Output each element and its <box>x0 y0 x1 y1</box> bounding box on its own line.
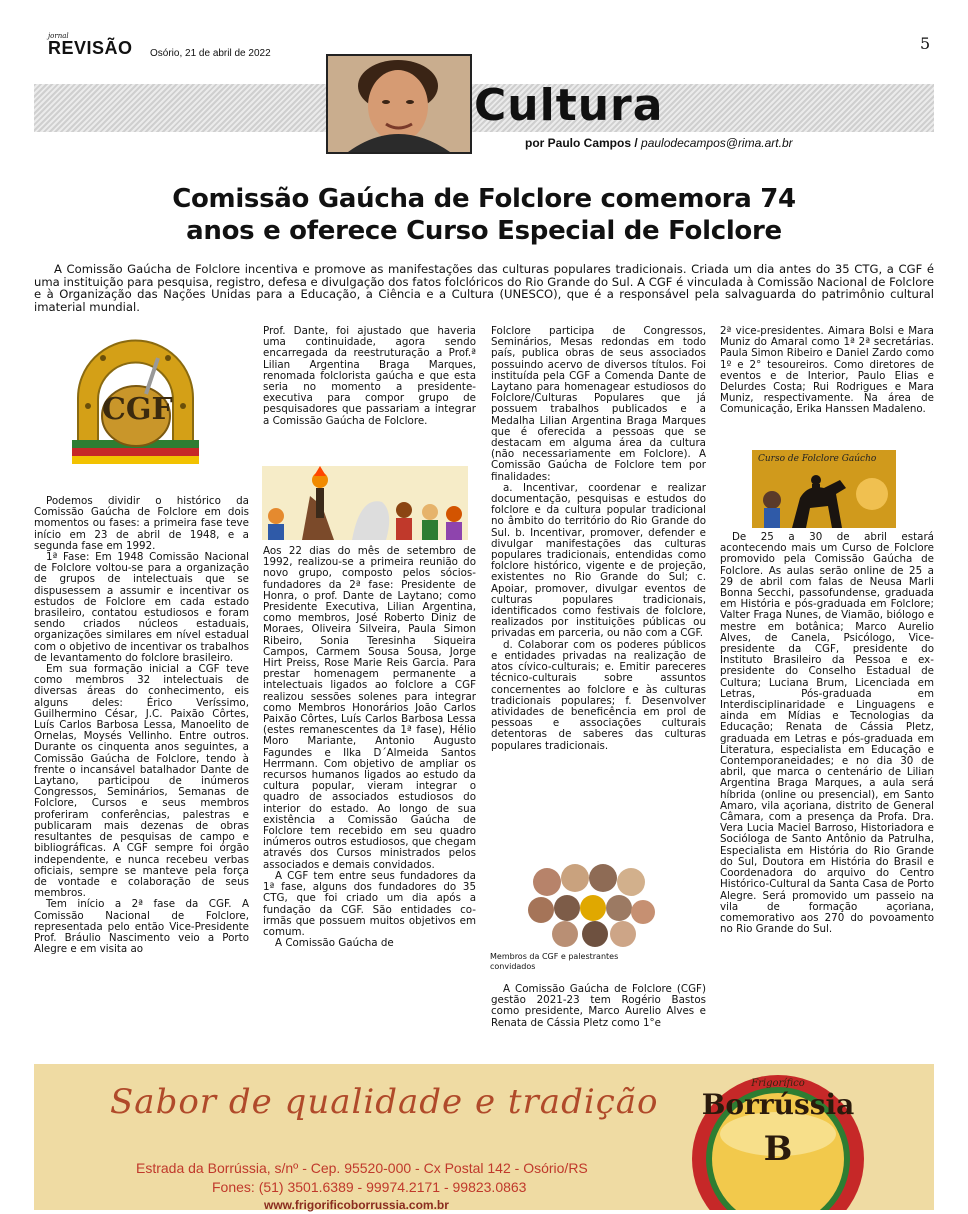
section-title: Cultura <box>474 80 664 131</box>
borrussia-badge-icon <box>690 1064 865 1210</box>
column-1-paragraph: Podemos dividir o histórico da Comissão Gaúcha de Folclore em dois momentos ou fases: a primeira fase teve início em 23 de abril de 1948, e a segunda fase em 1992. <box>34 495 249 552</box>
column-1-paragraph: Tem início a 2ª fase da CGF. A Comissão Nacional de Folclore, representada pelo então Vice-Presidente Prof. Bráulio Nascimento veio a Porto Alegre e em visita ao <box>34 898 249 956</box>
folklore-cartoon-image <box>262 466 468 540</box>
column-2-bottom <box>263 546 476 949</box>
column-1-paragraph: Em sua formação inicial a CGF teve como membros 32 intelectuais de diversas áreas do conhecimento, eis alguns deles: Érico Veríssimo, Guilhermino César, J.C. Paixão Côrtes, Luís Carlos Barbosa Lessa, Manoelito de Ornelas, Moysés Vellinho. Entre outros. Durante os cinquenta anos seguintes, a Comissão Gaúcha de Folclore, tendo à frente o incansável batalhador Dante de Laytano, participou de inúmeros Congressos, Seminários, Semanas de Folclore, Cursos e seus membros proferiram conferências, palestras e publicaram mais dezenas de obras resultantes de pesquisas de campo e bibliográficas. A CGF sempre foi órgão independente, e nunca recebeu verbas oficiais, sempre se manteve pela força de vontade e colaboração de seus membros. <box>34 663 249 900</box>
paper-name: REVISÃO <box>48 38 133 58</box>
headline-line-1: Comissão Gaúcha de Folclore comemora 74 <box>172 184 796 214</box>
ad-brand-name: Borrússia <box>701 1088 855 1121</box>
ad-url[interactable]: www.frigorificoborrussia.com.br <box>264 1198 449 1212</box>
column-1 <box>34 496 249 955</box>
ad-brand-small: Frigorífico <box>751 1078 805 1089</box>
column-2-top <box>263 326 476 427</box>
column-1-paragraph: 1ª Fase: Em 1948 Comissão Nacional de Folclore voltou-se para a organização de grupos de intelectuais que se dispusessem a assumir e incentivar os estudos de Folclore em cada estado brasileiro, contatou estudiosos e foram sendo criados núcleos estaduais, organizações similares em nível estadual com o objetivo de incentivar os trabalhos de levantamento do folclore brasileiro. <box>34 551 249 664</box>
column-3-top <box>491 326 706 752</box>
ad-address: Estrada da Borrússia, s/nº - Cep. 95520-000 - Cx Postal 142 - Osório/RS <box>136 1160 588 1176</box>
borrussia-logo <box>690 1064 865 1210</box>
members-faces-icon <box>525 862 657 948</box>
column-3-bottom <box>491 984 706 1029</box>
article-lead: A Comissão Gaúcha de Folclore incentiva e promove as manifestações das culturas populares tradicionais. Criada um dia antes do 35 CTG, a CGF é uma instituição para pesquisa, registro, defesa e divulgação dos fatos folclóricos do Rio Grande do Sul. A CGF é vinculada à Comissão Nacional de Folclore e à Organização das Nações Unidas para a Educação, a Ciência e a Cultura (UNESCO), que é a responsável pela salvaguarda do patrimônio cultural imaterial mundial. <box>34 262 934 314</box>
column-4-top <box>720 326 934 416</box>
ad-brand-letter: B <box>763 1129 793 1169</box>
members-photo-collage <box>525 862 657 948</box>
ad-phones: Fones: (51) 3501.6389 - 99974.2171 - 99823.0863 <box>212 1179 527 1195</box>
column-3-paragraph: A Comissão Gaúcha de Folclore (CGF) gestão 2021-23 tem Rogério Bastos como presidente, Marco Aurelio Alves e Renata de Cássia Pletz como 1°e <box>491 983 706 1029</box>
photo-caption: Membros da CGF e palestrantes convidados <box>490 952 619 971</box>
column-4-bottom <box>720 532 934 935</box>
column-2-paragraph: Aos 22 dias do mês de setembro de 1992, realizou-se a primeira reunião do novo grupo, composto pelos sócios-fundadores da 2ª fase: Presidente de Honra, o prof. Dante de Laytano; como Presidente Executiva, Lilian Argentina, como membros, José Roberto Diniz de Moraes, Oliveira Silveira, Paula Simon Ribeiro, Sonia Teresinha Siqueira Campos, Carmem Sousa Sousa, Jorge Hirt Preiss, Rose Marie Reis Garcia. Para prestar homenagem permanente a intelectuais ligados ao folclore a CGF realizou sessões solenes para integrar como Membros Honorários João Carlos Paixão Côrtes, Luís Carlos Barbosa Lessa (estes remanescentes da 1ª fase), Hélio Moro Mariante, Antonio Augusto Fagundes e Ilka D´Almeida Santos Herrmann. Com objetivo de ampliar os recursos humanos ligados ao estudo da cultura popular, vieram integrar o quadro de associados estudiosos do interior do estado. Ao longo de sua existência a Comissão Gaúcha de Folclore tem recebido em seu quadro inúmeros outros estudiosos, que chegam através dos Cursos ministrados pelos associados e demais convidados. <box>263 545 476 871</box>
cgf-logo <box>58 328 213 478</box>
byline <box>525 136 793 150</box>
column-4-paragraph: De 25 a 30 de abril estará acontecendo mais um Curso de Folclore promovido pela Comissão Gaúcha de Folclore. As aulas serão online de 25 a 29 de abril com falas de Neusa Marli Bonna Secchi, passofundense, graduada em História e pós-graduada em Folclore; Valter Fraga Nunes, de Viamão, biólogo e mestre em botânica; Marco Aurelio Alves, de Canela, Psicólogo, Vice-presidente da CGF, presidente do Instituto Brasileiro da Pessoa e ex-presidente do Conselho Estadual de Cultura; Luciana Brum, Licenciada em Letras, Pós-graduada em Interdisciplinaridade e Linguagens e ainda em Mídias e Tecnologias da Educação; Renata de Cássia Pletz, graduada em Letras e pós-graduada em Literatura, especialista em Educação e Contemporaneidades; e no dia 30 de abril, que marca o centenário de Lilian Argentina Braga Marques, a aula será híbrida (online ou presencial), em Santo Amaro, vila açoriana, distrito de General Câmara, com a presença da Profa. Dra. Vera Lucia Maciel Barroso, Historiadora e Socióloga de Santo Antônio da Patrulha, Especialista em História do Rio Grande do Sul, Doutora em História do Brasil e Coordenadora do arquivo do Centro Histórico-Cultural da Santa Casa de Porto Alegre. Será promovido um passeio na vila de formação açoriana, comemorativo aos 270 do povoamento no Rio Grande do Sul. <box>720 531 934 936</box>
paper-prefix: jornal <box>48 32 69 40</box>
column-3-paragraph: a. Incentivar, coordenar e realizar documentação, pesquisas e estudos do folclore e da cultura popular tradicional no âmbito do território do Rio Grande do Sul. b. Incentivar, promover, defender e divulgar manifestações das culturas populares tradicionais, entendidas como folclore histórico, vigente e de projeção, existentes no Rio Grande do Sul; c. Apoiar, promover, divulgar eventos de culturas populares tradicionais, identificados como festivais de folclore, realizados por instituições públicas ou privadas em parceria, ou não com a CGF. <box>491 481 706 640</box>
article-headline <box>60 183 908 247</box>
author-photo <box>326 54 472 154</box>
column-2-paragraph: A CGF tem entre seus fundadores da 1ª fase, alguns dos fundadores do 35 CTG, que foi criado um dia após a fundação da CGF. São entidades co-irmãs que possuem muitos objetivos em comum. <box>263 869 476 938</box>
column-3-paragraph: d. Colaborar com os poderes públicos e entidades privadas na realização de atos cívico-culturais; e. Emitir pareceres técnico-culturais sobre assuntos concernentes ao folclore e às culturas tradicionais populares; f. Desenvolver atividades de beneficência em prol de pessoas e associações culturais detentoras de saberes das culturas populares tradicionais. <box>491 638 706 752</box>
column-4-paragraph: 2ª vice-presidentes. Aimara Bolsi e Mara Muniz do Amaral como 1ª 2ª secretárias. Paula Simon Ribeiro e Daniel Zardo como 1º e 2° tesoureiros. Como diretores de eventos e de Interior, Paulo Elias e Delurdes Costa; Rui Rodrigues e Mara Muniz, respectivamente. Na área de Comunicação, Erika Hanssen Madaleno. <box>720 325 934 416</box>
headline-line-2: anos e oferece Curso Especial de Folclore <box>186 216 782 246</box>
column-3-paragraph: Folclore participa de Congressos, Seminários, Mesas redondas em todo país, publica obras de seus associados possuindo acervo de diversos títulos. Foi instituída pela CGF a Comenda Dante de Laytano para homenagear estudiosos do Folclore/Culturas Populares que já possuem trabalhos publicados e a Medalha Lilian Argentina Braga Marques que é oferecida a pessoas que se destacam em alguma área da cultura (não necessariamente em Folclore). A Comissão Gaúcha de Folclore tem por finalidades: <box>491 325 706 483</box>
page-number: 5 <box>920 34 931 53</box>
ad-slogan: Sabor de qualidade e tradição <box>110 1082 659 1122</box>
course-image-title: Curso de Folclore Gaúcho <box>758 454 877 464</box>
column-2-paragraph: Prof. Dante, foi ajustado que haveria uma continuidade, agora sendo encarregada da reestruturação a Prof.ª Lilian Argentina Braga Marques, renomada folclorista gaúcha e que esta seria no momento a presidente-executiva para compor grupo de pesquisadores que passariam a integrar a Comissão Gaúcha de Folclore. <box>263 325 476 427</box>
author-name: por Paulo Campos / <box>525 136 638 150</box>
column-2-paragraph: A Comissão Gaúcha de <box>275 937 394 950</box>
folklore-characters-icon <box>262 466 468 540</box>
issue-date: Osório, 21 de abril de 2022 <box>150 48 271 59</box>
author-portrait-icon <box>328 56 470 152</box>
author-email[interactable]: paulodecampos@rima.art.br <box>641 136 793 150</box>
course-image <box>752 450 896 528</box>
logo-text: CGF <box>102 392 173 427</box>
